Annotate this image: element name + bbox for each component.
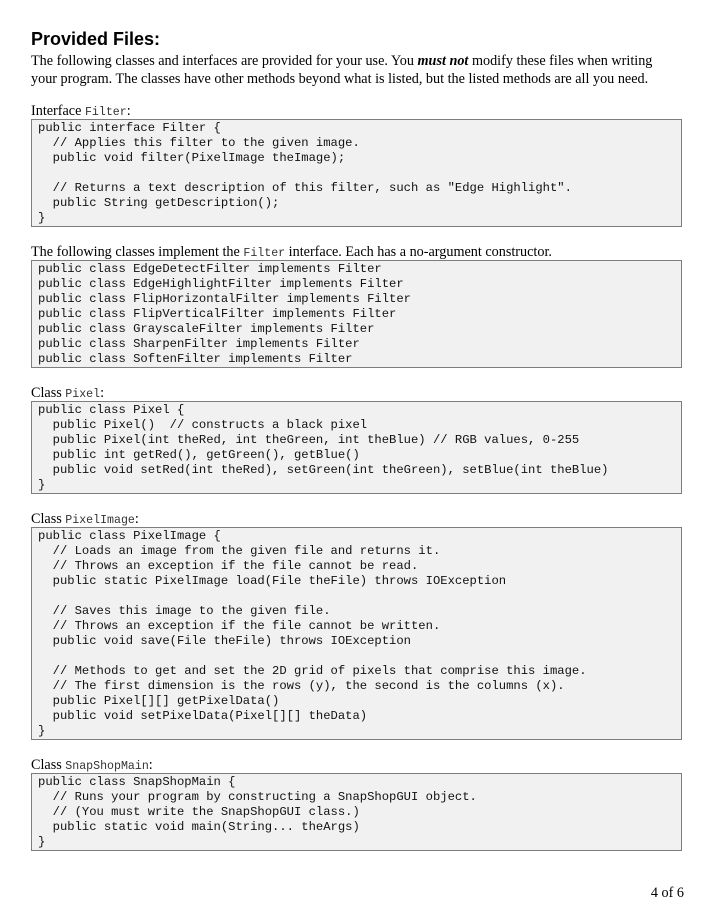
code-line: public Pixel() // constructs a black pixel <box>38 418 368 432</box>
code-line: public void filter(PixelImage theImage); <box>38 151 346 165</box>
inline-code: Filter <box>84 106 127 119</box>
code-line: public class EdgeDetectFilter implements Filter <box>38 262 382 276</box>
inline-code: SnapShopMain <box>65 760 149 773</box>
code-line: public class Pixel { <box>38 403 185 417</box>
code-line <box>38 166 681 181</box>
code-line: // Saves this image to the given file. <box>38 604 331 618</box>
code-line: public Pixel(int theRed, int theGreen, int theBlue) // RGB values, 0-255 <box>38 433 580 447</box>
code-line: public String getDescription(); <box>38 196 280 210</box>
caption-pixelimage-class: Class PixelImage: <box>31 511 139 527</box>
code-line: public class GrayscaleFilter implements Filter <box>38 322 375 336</box>
code-line: } <box>38 835 46 849</box>
code-line: public class SnapShopMain { <box>38 775 236 789</box>
code-block-pixel <box>31 401 682 494</box>
code-line: // (You must write the SnapShopGUI class.) <box>38 805 360 819</box>
code-line: public void save(File theFile) throws IOException <box>38 634 411 648</box>
code-line: public static PixelImage load(File theFile) throws IOException <box>38 574 507 588</box>
caption-snapshopmain-class: Class SnapShopMain: <box>31 757 153 773</box>
code-line: public class SoftenFilter implements Filter <box>38 352 353 366</box>
code-line: public Pixel[][] getPixelData() <box>38 694 280 708</box>
intro-line-1: The following classes and interfaces are provided for your use. You must not modify these files when writing <box>31 53 653 69</box>
page-number: 4 of 6 <box>650 885 684 901</box>
code-line: // Throws an exception if the file cannot be read. <box>38 559 419 573</box>
code-line: // Loads an image from the given file and returns it. <box>38 544 441 558</box>
code-line <box>38 649 681 664</box>
code-block-snapshopmain <box>31 773 682 851</box>
section-heading: Provided Files: <box>31 29 161 49</box>
code-line: // Returns a text description of this filter, such as "Edge Highlight". <box>38 181 572 195</box>
inline-code: Pixel <box>65 388 101 401</box>
code-line: public void setPixelData(Pixel[][] theData) <box>38 709 368 723</box>
inline-code: PixelImage <box>65 514 135 527</box>
code-line: public class PixelImage { <box>38 529 221 543</box>
code-block-filter-classes <box>31 260 682 368</box>
code-line: // The first dimension is the rows (y), the second is the columns (x). <box>38 679 565 693</box>
code-line: public class FlipVerticalFilter implements Filter <box>38 307 397 321</box>
caption-pixel-class: Class Pixel: <box>31 385 105 401</box>
code-line: // Applies this filter to the given image. <box>38 136 360 150</box>
inline-code: Filter <box>243 247 286 260</box>
caption-filter-implementations: The following classes implement the Filter interface. Each has a no-argument constructor. <box>31 244 552 260</box>
code-line: public interface Filter { <box>38 121 221 135</box>
intro-paragraph <box>31 52 691 88</box>
code-line: public void setRed(int theRed), setGreen(int theGreen), setBlue(int theBlue) <box>38 463 609 477</box>
code-line: public class EdgeHighlightFilter implements Filter <box>38 277 404 291</box>
code-block-filter <box>31 119 682 227</box>
code-line: } <box>38 478 46 492</box>
code-line: public class FlipHorizontalFilter implements Filter <box>38 292 411 306</box>
caption-filter-interface: Interface Filter: <box>31 103 131 119</box>
code-line: } <box>38 211 46 225</box>
code-line: // Throws an exception if the file cannot be written. <box>38 619 441 633</box>
code-line <box>38 589 681 604</box>
code-line: public class SharpenFilter implements Filter <box>38 337 360 351</box>
code-line: public int getRed(), getGreen(), getBlue() <box>38 448 360 462</box>
intro-line-2: your program. The classes have other methods beyond what is listed, but the listed methods are all you need. <box>31 71 649 87</box>
code-block-pixelimage <box>31 527 682 740</box>
code-line: public static void main(String... theArgs) <box>38 820 360 834</box>
code-line: } <box>38 724 46 738</box>
code-line: // Runs your program by constructing a SnapShopGUI object. <box>38 790 477 804</box>
emphasis-must-not: must not <box>417 53 469 69</box>
code-line: // Methods to get and set the 2D grid of pixels that comprise this image. <box>38 664 587 678</box>
